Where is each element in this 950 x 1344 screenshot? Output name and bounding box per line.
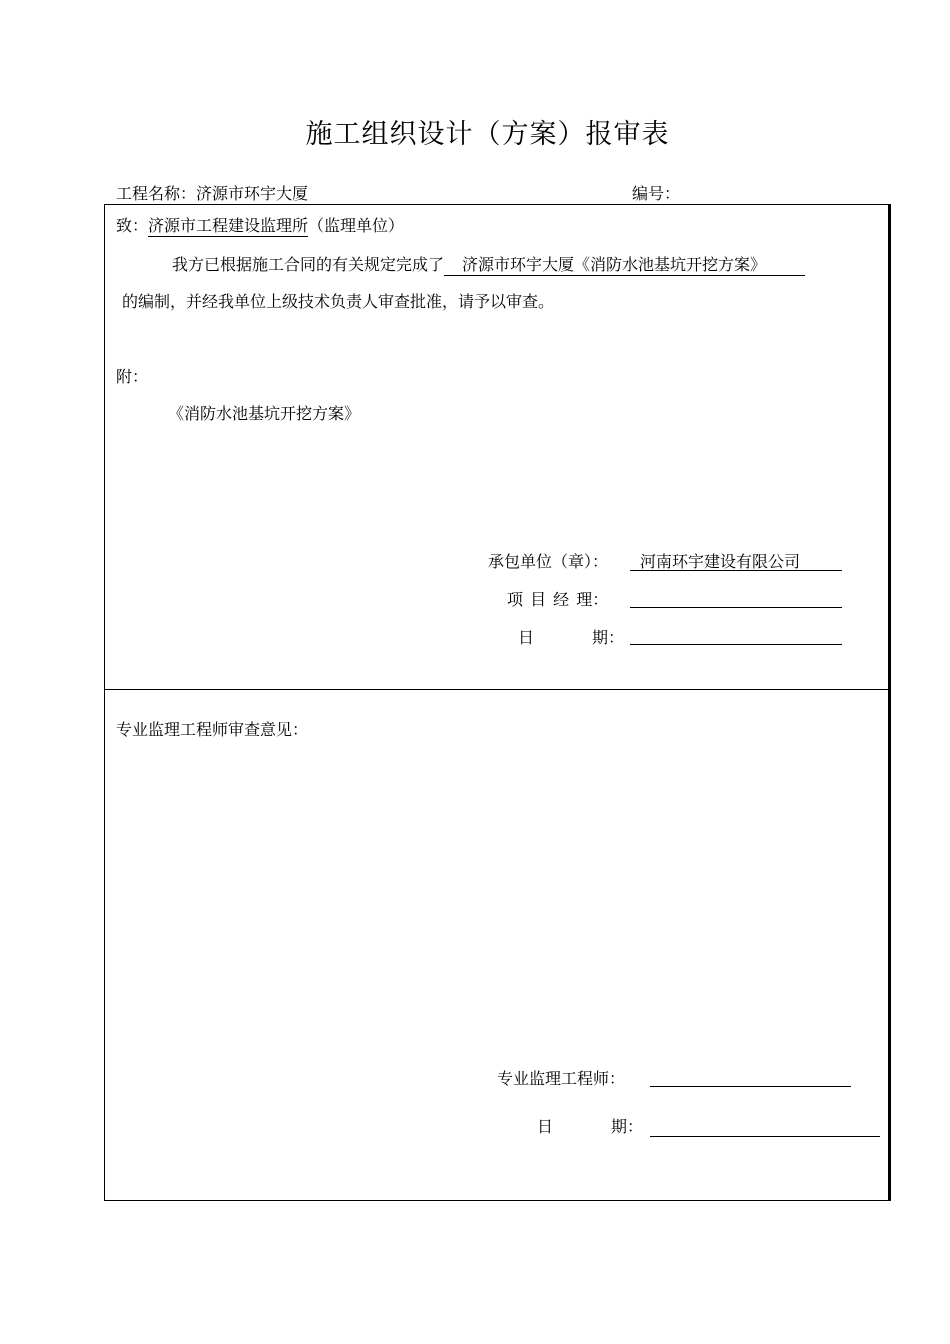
page-title: 施工组织设计（方案）报审表 (305, 119, 670, 150)
body-line-1 (172, 252, 805, 276)
review-section (104, 689, 889, 1201)
manager-label: 项 目 经 理： (507, 590, 609, 609)
contractor-value: 河南环宇建设有限公司 (640, 552, 801, 571)
contractor-label: 承包单位（章）： (488, 552, 609, 571)
supervisor-unit-note: （监理单位） (308, 216, 405, 235)
plan-name: 济源市环宇大厦《消防水池基坑开挖方案》 (444, 252, 805, 276)
project-name: 济源市环宇大厦 (196, 184, 309, 203)
date-label-char1: 日 (537, 1117, 554, 1136)
supervisor-unit: 济源市工程建设监理所 (148, 213, 308, 237)
right-border (889, 204, 891, 1201)
date-label-char1: 日 (518, 628, 535, 647)
body-prefix: 我方已根据施工合同的有关规定完成了 (172, 255, 445, 274)
date-line-1[interactable] (630, 644, 842, 645)
contractor-underline (630, 570, 842, 571)
addressee-row (116, 213, 404, 237)
to-label: 致： (116, 216, 149, 235)
date-label-char2: 期： (592, 628, 625, 647)
date-line-2[interactable] (650, 1136, 880, 1137)
engineer-signature-line[interactable] (650, 1086, 851, 1087)
opinion-label: 专业监理工程师审查意见： (116, 720, 309, 739)
manager-signature-line[interactable] (630, 607, 842, 608)
attachment-item: 《消防水池基坑开挖方案》 (168, 404, 361, 423)
submission-section (104, 204, 889, 690)
project-name-row (116, 181, 308, 204)
engineer-label: 专业监理工程师： (497, 1069, 626, 1088)
number-label: 编号： (632, 184, 681, 203)
project-label: 工程名称： (116, 184, 197, 203)
body-line-2: 的编制，并经我单位上级技术负责人审查批准，请予以审查。 (122, 292, 555, 311)
date-label-char2: 期： (611, 1117, 644, 1136)
attachment-label: 附： (116, 367, 149, 386)
